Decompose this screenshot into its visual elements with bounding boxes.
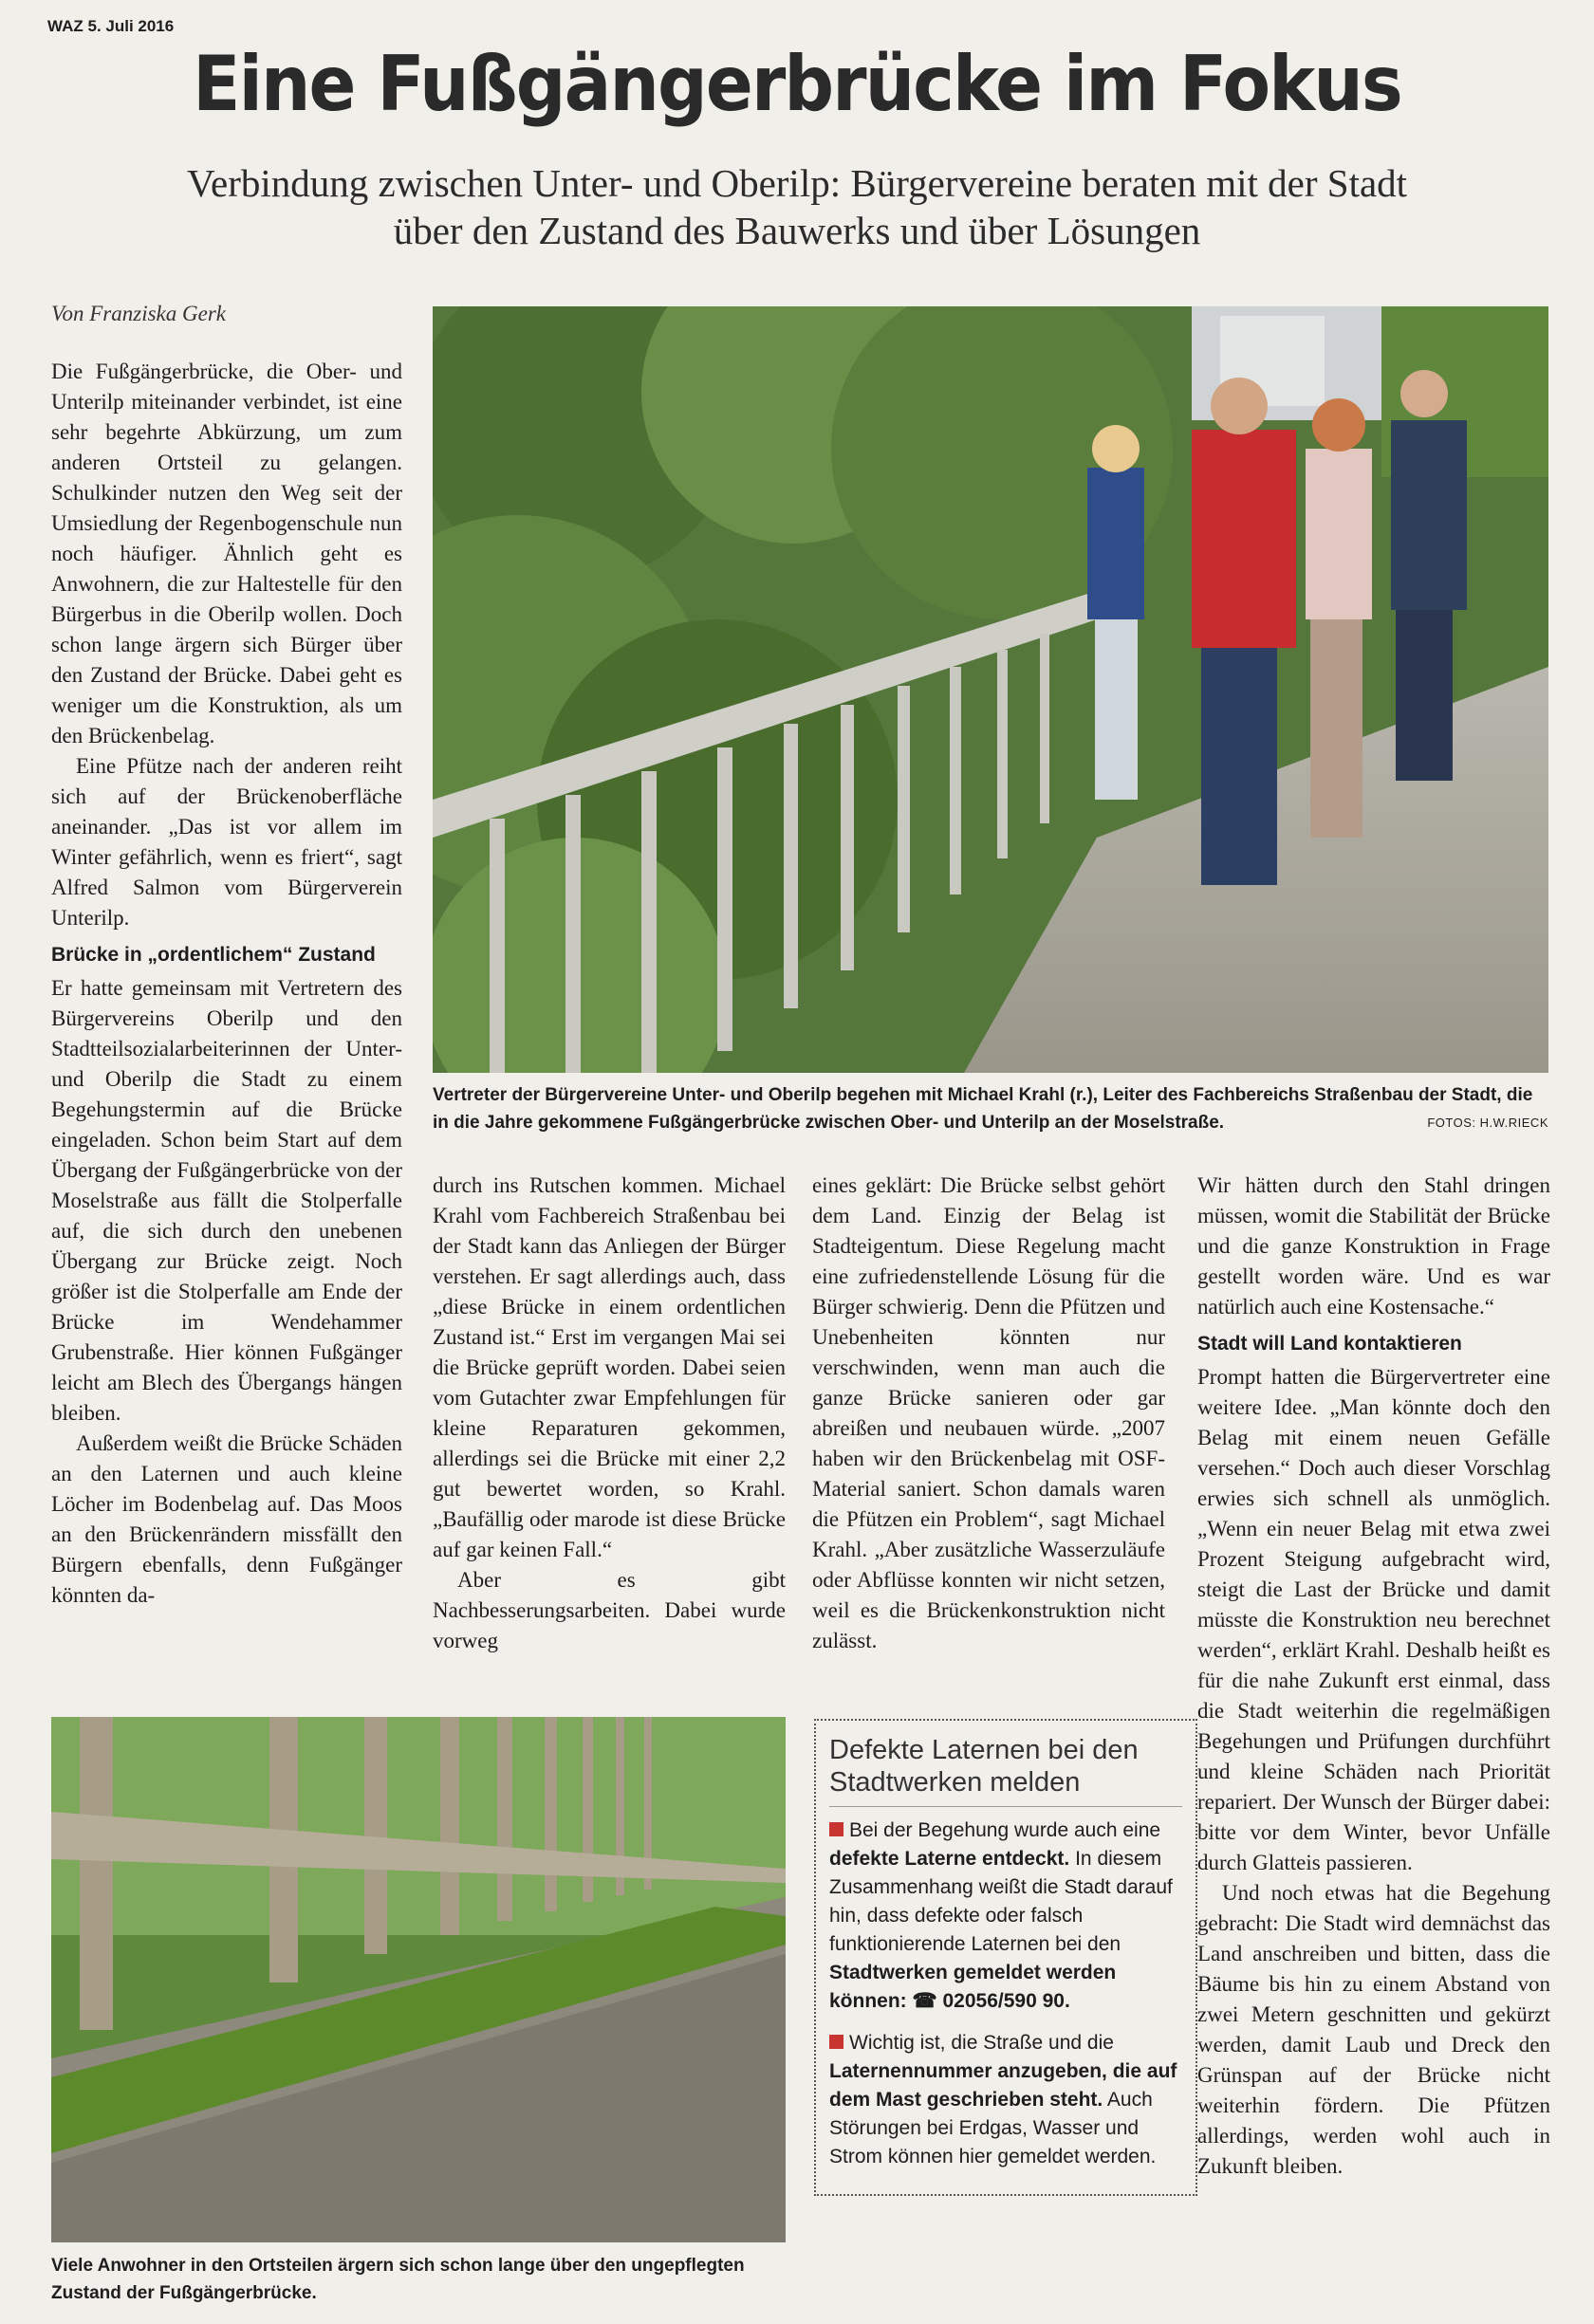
paragraph: Wir hätten durch den Stahl dringen müssen, womit die Stabilität der Brücke und die ganze Konstruktion in Frage gestellt worden wäre. Und es war natürlich auch eine Kostensache.“: [1197, 1173, 1550, 1319]
paragraph: Aber es gibt Nachbesserungsarbeiten. Dabei wurde vorweg: [433, 1568, 786, 1652]
photo-mossy-railing: [51, 1717, 786, 2242]
paragraph: durch ins Rutschen kommen. Michael Krahl vom Fachbereich Straßenbau bei der Stadt kann das Anliegen der Bürger verstehen. Er sagt allerdings auch, dass „diese Brücke in einem ordentlichen Zustand ist.“ Erst im vergangen Mai sei die Brücke geprüft worden. Dabei seien vom Gutachter zwar Empfehlungen für kleine Reparaturen gekommen, allerdings sei die Brücke mit einer 2,2 gut bewertet worden, so Krahl. „Baufällig oder marode ist diese Brücke auf gar keinen Fall.“: [433, 1173, 786, 1561]
paragraph: Er hatte gemeinsam mit Vertretern des Bürgervereins Oberilp und den Stadtteilsozialarbeiterinnen der Unter- und Oberilp die Stadt zu einem Begehungstermin auf die Brücke eingeladen. Schon beim Start auf dem Übergang der Fußgängerbrücke von der Moselstraße aus fällt die Stolperfalle auf, die sich durch den unebenen Übergang zur Brücke zeigt. Noch größer ist die Stolperfalle am Ende der Brücke im Wendehammer Grubenstraße. Hier können Fußgänger leicht am Blech des Übergangs hängen bleiben.: [51, 976, 402, 1425]
paragraph: eines geklärt: Die Brücke selbst gehört dem Land. Einzig der Belag ist Stadteigentum. Diese Regelung macht eine zufriedenstellende Lösung für die Bürger schwierig. Denn die Pfützen und Unebenheiten könnten nur verschwinden, wenn man auch die ganze Brücke sanieren oder gar abreißen und neubauen würde. „2007 haben wir den Brückenbelag mit OSF-Material saniert. Schon damals waren die Pfützen ein Problem“, sagt Michael Krahl. „Aber zusätzliche Wasserzuläufe oder Abflüsse konnten wir nicht setzen, weil es die Brückenkonstruktion nicht zulässt.: [812, 1173, 1165, 1652]
mossy-railing-image: [51, 1717, 786, 2242]
photo-top-caption: [433, 1081, 1548, 1136]
subheadline: Verbindung zwischen Unter- und Oberilp: Bürgervereine beraten mit der Stadt über den Zustand des Bauwerks und über Lösungen: [186, 161, 1408, 252]
info-text: Wichtig ist, die Straße und die: [849, 2032, 1114, 2054]
info-text-bold: Laternennummer anzugeben, die auf dem Mast geschrieben steht.: [829, 2060, 1177, 2111]
red-square-bullet-icon: [829, 2035, 843, 2049]
author-byline: Von Franziska Gerk: [51, 302, 226, 325]
info-box-laternen: [814, 1719, 1197, 2196]
info-text: Bei der Begehung wurde auch eine: [849, 1819, 1161, 1841]
photo-bottom-caption: Viele Anwohner in den Ortsteilen ärgern sich schon lange über den ungepflegten Zustand der Fußgängerbrücke.: [51, 2256, 745, 2303]
red-square-bullet-icon: [829, 1822, 843, 1836]
headline: Eine Fußgängerbrücke im Fokus: [193, 40, 1401, 128]
info-box-title: Defekte Laternen bei den Stadtwerken melden: [829, 1734, 1182, 1807]
info-text: Auch Störungen bei Erdgas, Wasser und Strom können hier gemeldet werden.: [829, 2089, 1157, 2167]
article-column-3: [812, 1171, 1165, 1656]
info-box-item: [829, 2029, 1182, 2171]
article-column-2: [433, 1171, 786, 1656]
subheading-bruecke-zustand: Brücke in „ordentlichem“ Zustand: [51, 944, 376, 966]
info-box-item: [829, 1817, 1182, 2016]
article-column-4: [1197, 1171, 1550, 2182]
paragraph: Prompt hatten die Bürgervertreter eine weitere Idee. „Man könnte doch den Belag mit einem neuen Gefälle versehen.“ Doch auch dieser Vorschlag erwies sich schnell als unmöglich. „Wenn ein neuer Belag mit etwa zwei Prozent Steigung aufgebracht wird, steigt die Last der Brücke und damit müsste die Konstruktion neu berechnet werden“, erklärt Krahl. Deshalb heißt es für die nahe Zukunft erst einmal, dass die Stadt weiterhin die regelmäßigen Begehungen und Prüfungen durchführt und kleine Schäden nach Priorität repariert. Der Wunsch der Bürger dabei: bitte vor dem Winter, bevor Unfälle durch Glatteis passieren.: [1197, 1365, 1550, 1874]
info-text-bold: defekte Laterne entdeckt.: [829, 1848, 1070, 1870]
photo-credit: FOTOS: H.W.RIECK: [1427, 1116, 1548, 1130]
subheading-stadt-land: Stadt will Land kontaktieren: [1197, 1333, 1462, 1355]
paragraph: Die Fußgängerbrücke, die Ober- und Unterilp miteinander verbindet, ist eine sehr begehrte Abkürzung, um zum anderen Ortsteil zu gelangen. Schulkinder nutzen den Weg seit der Umsiedlung der Regenbogenschule nun noch häufiger. Ähnlich geht es Anwohnern, die zur Haltestelle für den Bürgerbus in die Oberilp wollen. Doch schon lange ärgern sich Bürger über den Zustand der Brücke. Dabei geht es weniger um die Konstruktion, als um den Brückenbelag.: [51, 360, 402, 747]
paragraph: Außerdem weißt die Brücke Schäden an den Laternen und auch kleine Löcher im Bodenbelag auf. Das Moos an den Brückenrändern missfällt den Bürgern ebenfalls, denn Fußgänger könnten da-: [51, 1431, 402, 1607]
paragraph: Eine Pfütze nach der anderen reiht sich auf der Brückenoberfläche aneinander. „Das ist vor allem im Winter gefährlich, wenn es friert“, sagt Alfred Salmon vom Bürgerverein Unterilp.: [51, 754, 402, 930]
bridge-inspection-image: [433, 306, 1548, 1073]
article-column-1: [51, 357, 402, 1611]
info-text: In diesem Zusammenhang weißt die Stadt darauf hin, dass defekte oder falsch funktionierende Laternen bei den: [829, 1848, 1173, 1955]
caption-text: Vertreter der Bürgervereine Unter- und Oberilp begehen mit Michael Krahl (r.), Leiter des Fachbereichs Straßenbau der Stadt, die in die Jahre gekommene Fußgängerbrücke zwischen Ober- und Unterilp an der Moselstraße.: [433, 1085, 1533, 1133]
info-phone: Stadtwerken gemeldet werden können: ☎ 02056/590 90.: [829, 1962, 1117, 2012]
photo-bridge-inspection: [433, 306, 1548, 1073]
paragraph: Und noch etwas hat die Begehung gebracht: Die Stadt wird demnächst das Land anschreiben und bitten, dass die Bäume bis hin zu einem Abstand von zwei Metern geschnitten und gekürzt werden, damit Laub und Dreck den Grünspan auf der Brücke nicht weiterhin fördern. Die Pfützen allerdings, werden wohl auch in Zukunft bleiben.: [1197, 1881, 1550, 2178]
newspaper-source: WAZ 5. Juli 2016: [47, 17, 175, 35]
